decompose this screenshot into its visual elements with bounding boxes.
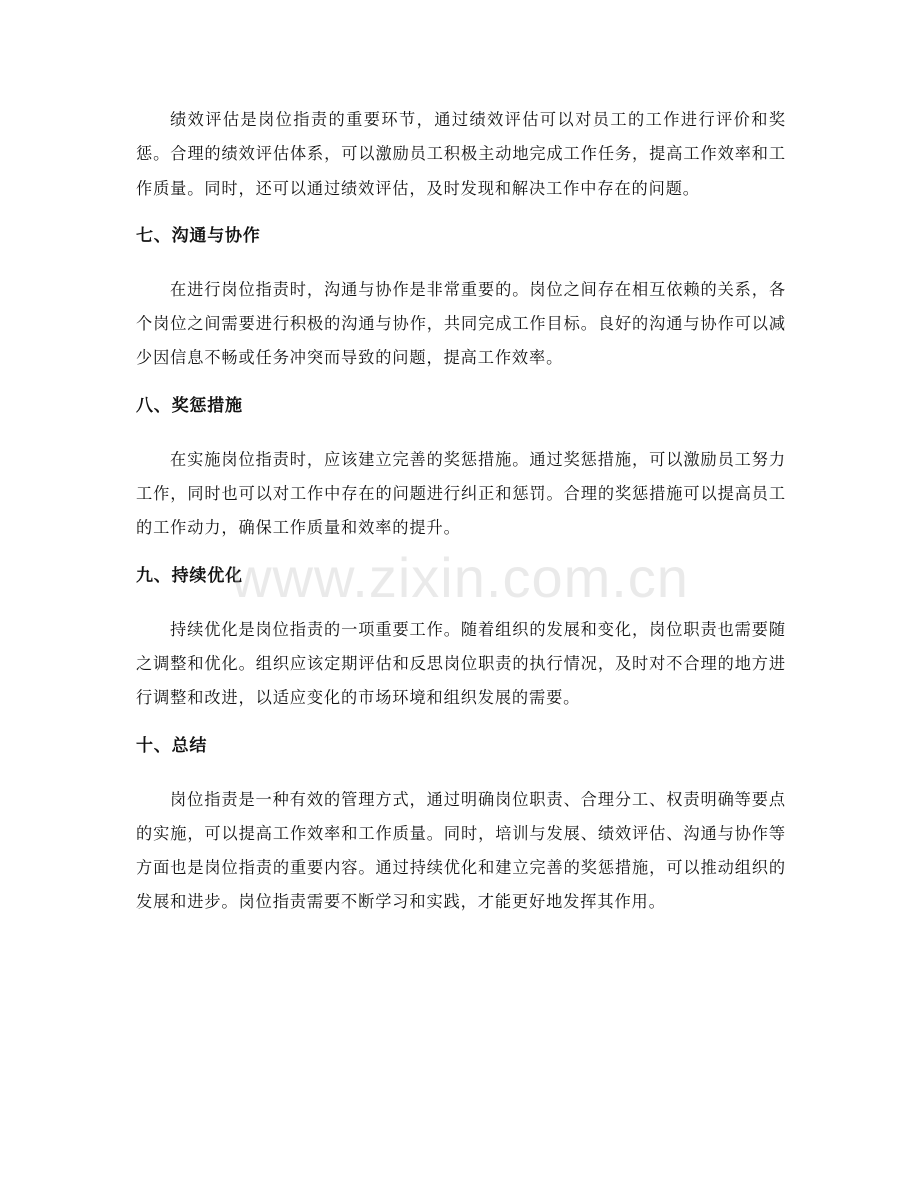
watermark-text: www.zixin.com.cn bbox=[231, 546, 689, 609]
spacer bbox=[136, 423, 786, 443]
spacer bbox=[136, 716, 786, 729]
spacer bbox=[136, 376, 786, 389]
section-paragraph-optimization: 持续优化是岗位指责的一项重要工作。随着组织的发展和变化，岗位职责也需要随之调整和优化。组织应该定期评估和反思岗位职责的执行情况，及时对不合理的地方进行调整和改进，以适应变化的市场环境和组织发展的需要。 bbox=[136, 619, 786, 708]
section-paragraph-communication: 在进行岗位指责时，沟通与协作是非常重要的。岗位之间存在相互依赖的关系，各个岗位之间需要进行积极的沟通与协作，共同完成工作目标。良好的沟通与协作可以减少因信息不畅或任务冲突而导致的问题，提高工作效率。 bbox=[136, 279, 786, 368]
section-paragraph-rewards: 在实施岗位指责时，应该建立完善的奖惩措施。通过奖惩措施，可以激励员工努力工作，同时也可以对工作中存在的问题进行纠正和惩罚。合理的奖惩措施可以提高员工的工作动力，确保工作质量和效率的提升。 bbox=[136, 449, 786, 538]
spacer bbox=[136, 546, 786, 559]
spacer bbox=[136, 206, 786, 219]
spacer bbox=[136, 593, 786, 613]
section-paragraph-summary: 岗位指责是一种有效的管理方式，通过明确岗位职责、合理分工、权责明确等要点的实施，可以提高工作效率和工作质量。同时，培训与发展、绩效评估、沟通与协作等方面也是岗位指责的重要内容。通过持续优化和建立完善的奖惩措施，可以推动组织的发展和进步。岗位指责需要不断学习和实践，才能更好地发挥其作用。 bbox=[136, 789, 786, 912]
spacer bbox=[136, 763, 786, 783]
section-heading-summary: 十、总结 bbox=[136, 735, 208, 756]
spacer bbox=[136, 253, 786, 273]
section-heading-optimization: 九、持续优化 bbox=[136, 565, 243, 586]
document-body bbox=[136, 103, 786, 920]
section-heading-communication: 七、沟通与协作 bbox=[136, 225, 261, 246]
section-heading-rewards: 八、奖惩措施 bbox=[136, 395, 243, 416]
intro-paragraph: 绩效评估是岗位指责的重要环节，通过绩效评估可以对员工的工作进行评价和奖惩。合理的绩效评估体系，可以激励员工积极主动地完成工作任务，提高工作效率和工作质量。同时，还可以通过绩效评估，及时发现和解决工作中存在的问题。 bbox=[136, 110, 786, 198]
